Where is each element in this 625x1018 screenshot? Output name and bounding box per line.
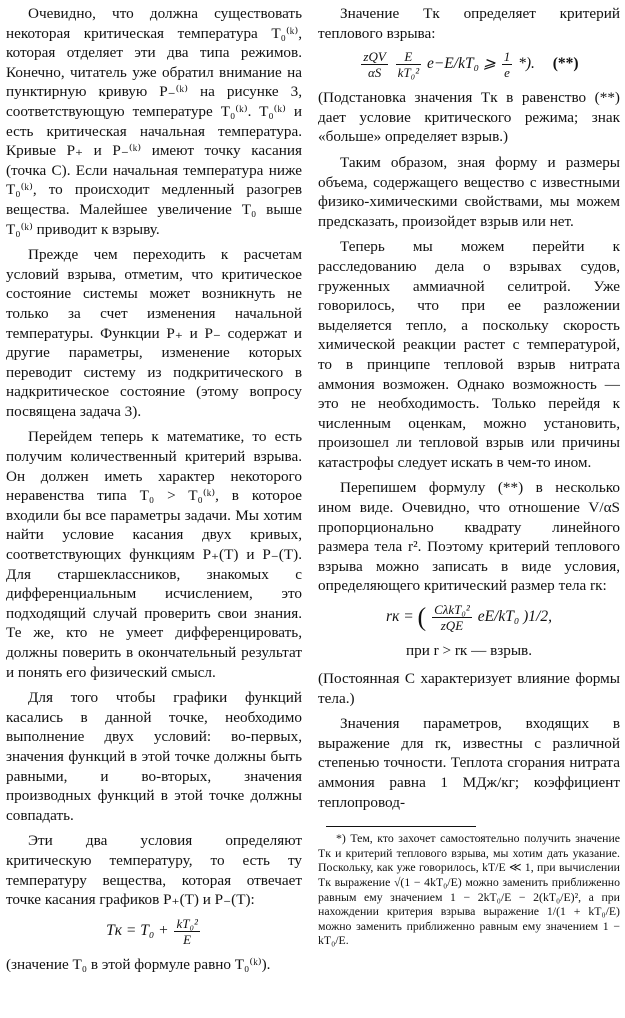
numerator: zQV bbox=[363, 49, 386, 65]
denominator: αS bbox=[367, 65, 382, 81]
formula-lhs: rк = bbox=[386, 608, 414, 626]
denominator: e bbox=[504, 65, 510, 81]
left-column bbox=[6, 4, 302, 980]
paragraph: Значения параметров, входящих в выражение для rк, известны с различной степенью точности. Теплота сгорания нитрата аммония равна 1 МДж/кг; коэффициент теплопровод- bbox=[318, 715, 620, 811]
denominator: zQE bbox=[440, 618, 464, 634]
paragraph: Перепишем формулу (**) в несколько ином виде. Очевидно, что отношение V/αS пропорционально квадрату линейного размера тела r². Поэтому критерий теплового взрыва можно записать в виде условия, определяющего критический размер тела rк: bbox=[318, 479, 620, 595]
numerator: 1 bbox=[503, 49, 511, 65]
paragraph: Для того чтобы графики функций касались в данной точке, необходимо выполнение двух условий: во-первых, значения функций в этой точке должны быть равными, и во-вторых, значения производных функций в этой точке должны совпадать. bbox=[6, 689, 302, 824]
paragraph: Значение Tк определяет критерий теплового взрыва: bbox=[318, 5, 620, 42]
footnote-mark: *). bbox=[518, 55, 535, 73]
fraction bbox=[432, 602, 472, 633]
paragraph: Эти два условия определяют критическую температуру, то есть ту температуру вещества, которая отвечает точке касания графиков P₊(T) и P₋(T): bbox=[6, 832, 302, 909]
fraction bbox=[502, 49, 513, 80]
numerator: CλkT₀² bbox=[434, 602, 470, 618]
footnote: *) Тем, кто захочет самостоятельно получить значение Tк и критерий теплового взрыва, мы хотим дать указание. Поскольку, как уже говорилось, kT/E ≪ 1, при вычислении Tк выражение √(1 − 4kT₀/E) можно заменить приближенно равным ему значением 1 − 2kT₀/E − 2(kT₀/E)², а при нахождении критерия взрыва выражение 1/(1 + kT₀/E) можно заменить приближенно равным ему значением 1 − kT₀/E. bbox=[318, 831, 620, 948]
paragraph: (Подстановка значения Tк в равенство (**) дает условие критического режима; знак «больше» определяет взрыв.) bbox=[318, 89, 620, 146]
paragraph: Очевидно, что должна существовать некоторая критическая температура T₀⁽ᵏ⁾, которая отделяет эти два типа режимов. Конечно, читатель уже обратил внимание на пунктирную кривую P₋⁽ᵏ⁾ на рисунке 3, соответствующую температуре T₀⁽ᵏ⁾. T₀⁽ᵏ⁾ и есть критическая начальная температура. Кривые P₊ и P₋⁽ᵏ⁾ имеют точку касания (точка C). Если начальная температура ниже T₀⁽ᵏ⁾, то происходит медленный разогрев вещества. Малейшее увеличение T₀ выше T₀⁽ᵏ⁾ приводит к взрыву. bbox=[6, 5, 302, 238]
paragraph: Таким образом, зная форму и размеры объема, содержащего вещество с известными физико-химическими свойствами, мы можем предсказать, произойдет взрыв или нет. bbox=[318, 153, 620, 230]
formula-critical-temperature bbox=[6, 916, 302, 947]
numerator: E bbox=[396, 49, 421, 65]
right-column bbox=[318, 4, 620, 948]
formula-critical-size: rк = ( $\frac{\text{CλkT₀²}}{\text{zQE}}$ eE/kT₀ )1/2, bbox=[386, 602, 552, 634]
footnote-divider bbox=[326, 826, 476, 827]
paragraph: Перейдем теперь к математике, то есть получим количественный критерий взрыва. Он должен иметь характер некоторого неравенства типа T₀ > T₀⁽ᵏ⁾, в которое входили бы все параметры задачи. Мы хотим найти условие касания двух кривых, соответствующих функциям P₊(T) и P₋(T). Для старшеклассников, знакомых с дифференциальным исчислением, это подходящий случай проверить свои знания. Те же, кто не умеет дифференцировать, должны поверить в окончательный результат и понять его физический смысл. bbox=[6, 428, 302, 681]
equation-tag: (**) bbox=[552, 55, 579, 73]
explosion-condition: при r > rк — взрыв. bbox=[405, 642, 533, 660]
numerator: kT₀² bbox=[176, 915, 198, 931]
fraction bbox=[361, 49, 387, 80]
denominator: E bbox=[183, 931, 192, 947]
exponent-term: e−E/kT₀ ⩾ bbox=[426, 55, 496, 73]
paragraph: (Постоянная C характеризует влияние формы тела.) bbox=[318, 670, 620, 707]
denominator: kT₀² bbox=[397, 65, 420, 81]
fraction bbox=[396, 49, 421, 80]
paragraph: Прежде чем переходить к расчетам условий взрыва, отметим, что критическое состояние системы может возникнуть не только за счет изменения начальной температуры. Функции P₊ и P₋ содержат и другие параметры, изменение которых переводит систему из подкритического в надкритическое состояние (этому вопросу посвящена задача 3). bbox=[6, 246, 302, 420]
paragraph: (значение T₀ в этой формуле равно T₀⁽ᵏ⁾). bbox=[6, 955, 271, 973]
fraction bbox=[174, 916, 199, 947]
formula-explosion-criterion bbox=[318, 49, 620, 80]
formula-lhs: Tк = T₀ + bbox=[106, 921, 169, 939]
paragraph: Теперь мы можем перейти к расследованию дела о взрывах судов, груженных аммиачной селитрой. Уже говорилось, что при ее разложении выделяется тепло, а поскольку скорость химической реакции растет с температурой, то в принципе тепловой взрыв нитрата аммония возможен. Однако возможность — это не необходимость. Только перейдя к численным оценкам, можно установить, произошел ли тепловой взрыв или причины катастрофы следует искать в чем-то ином. bbox=[318, 238, 620, 471]
formula-tail: eE/kT₀ )1/2, bbox=[477, 608, 552, 626]
